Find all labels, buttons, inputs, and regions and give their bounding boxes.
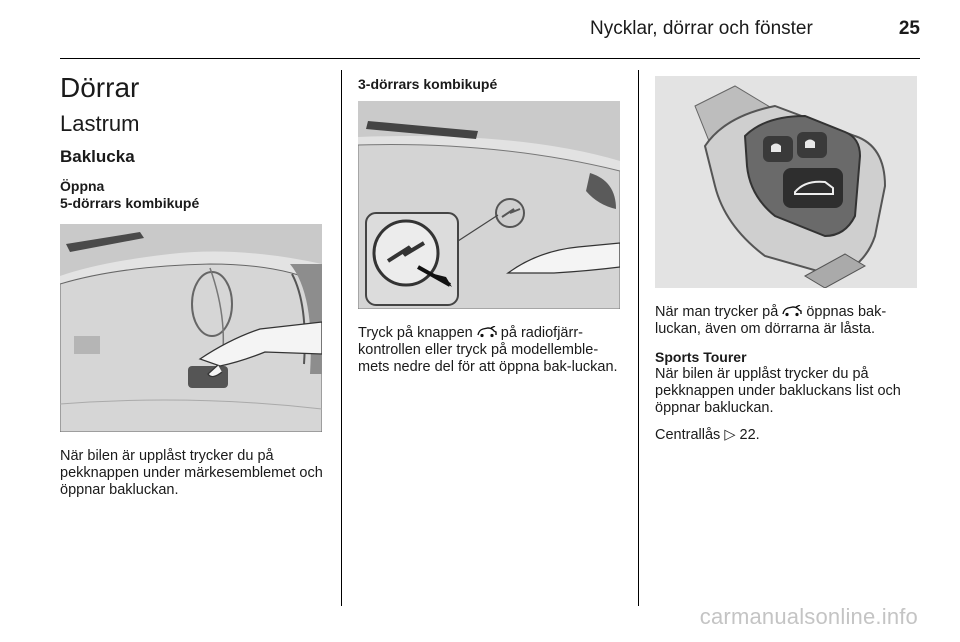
page-number: 25 (898, 18, 920, 39)
caption-3door (358, 325, 623, 376)
header-rule (60, 58, 920, 59)
column-3 (655, 66, 920, 444)
heading-sports-tourer: Sports Tourer (655, 349, 747, 365)
watermark: carmanualsonline.info (699, 604, 918, 629)
column-divider-1 (341, 70, 342, 606)
topic-title: Baklucka (60, 147, 135, 166)
xref-label: Centrallås (655, 427, 721, 443)
illustration-remote-key (655, 76, 917, 288)
caption-remote-text-1: När man trycker på (655, 304, 779, 320)
header-title: Nycklar, dörrar och fönster (590, 18, 813, 39)
heading-3door: 3-dörrars kombikupé (358, 76, 498, 92)
column-2 (358, 66, 623, 376)
column-divider-2 (638, 70, 639, 606)
illustration-5door-tailgate (60, 224, 322, 432)
cross-reference[interactable] (655, 427, 920, 444)
paragraph-sports-tourer: När bilen är upplåst trycker du på pekknappen under bakluckans list och öppnar bakluckan. (655, 366, 901, 416)
car-trunk-icon (477, 326, 497, 338)
heading-5door: 5-dörrars kombikupé (60, 195, 200, 211)
caption-3door-text-1: Tryck på knappen (358, 325, 473, 341)
section-title: Dörrar (60, 72, 140, 103)
heading-open: Öppna (60, 178, 105, 194)
xref-page: 22. (739, 427, 760, 443)
caption-5door: När bilen är upplåst trycker du på pekknappen under märkesemblemet och öppnar bakluckan. (60, 448, 323, 498)
caption-3door-text-2: på radiofjärr-kontrollen eller tryck på modellemble-mets nedre del för att öppna bak-luckan. (358, 325, 618, 375)
column-1 (60, 66, 325, 499)
caption-remote (655, 304, 920, 338)
car-trunk-icon (782, 305, 802, 317)
xref-arrow-icon: ▷ (724, 427, 736, 443)
caption-remote-text-2: öppnas bak-luckan, även om dörrarna är låsta. (655, 304, 887, 337)
subsection-title: Lastrum (60, 111, 140, 136)
illustration-3door-tailgate (358, 101, 620, 309)
